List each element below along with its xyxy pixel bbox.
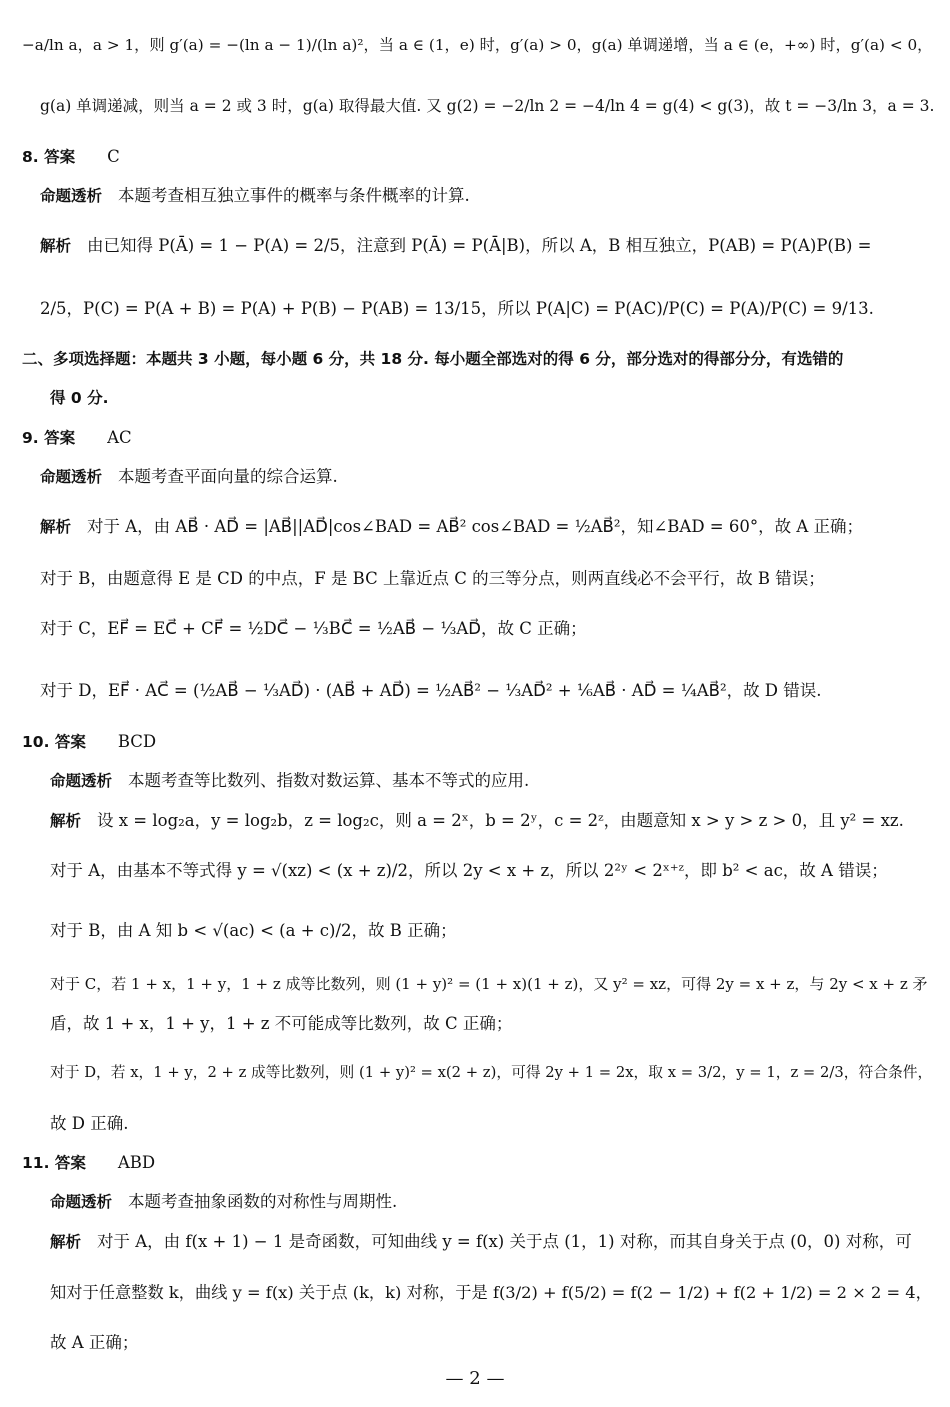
text-line [50, 387, 108, 409]
section-label: 8. 答案 [22, 148, 76, 166]
text-line [40, 185, 470, 207]
text-line [40, 298, 874, 320]
text-line [22, 34, 932, 56]
answer-value: C [107, 147, 120, 166]
line-text: 二、多项选择题：本题共 3 小题，每小题 6 分，共 18 分. 每小题全部选对的得 6 分，部分选对的得部分分，有选错的 [22, 350, 844, 368]
text-line [50, 1191, 397, 1213]
text-line [50, 1332, 138, 1354]
text-line [50, 1013, 512, 1035]
text-line [22, 348, 843, 370]
answer-value: BCD [117, 732, 157, 751]
line-text: 故 A 正确； [50, 1333, 139, 1352]
text-line [40, 618, 587, 640]
text-line [22, 427, 132, 449]
line-text: 本题考查等比数列、指数对数运算、基本不等式的应用. [128, 771, 530, 790]
text-line [50, 810, 904, 832]
line-text: 本题考查抽象函数的对称性与周期性. [128, 1192, 398, 1211]
line-text: −a/ln a，a > 1，则 g′(a) = −(ln a − 1)/(ln a)²，当 a ∈ (1，e) 时，g′(a) > 0，g(a) 单调递增，当 a ∈ (e，+∞) 时，g′(a) < 0， [22, 36, 933, 54]
text-line [40, 680, 822, 702]
section-label: 11. 答案 [22, 1154, 86, 1172]
text-line [40, 235, 872, 257]
text-line [50, 1231, 912, 1253]
line-text: 对于 C，若 1 + x，1 + y，1 + z 成等比数列，则 (1 + y)² = (1 + x)(1 + z)，又 y² = xz，可得 2y = x + z，与 2y < x + z 矛 [50, 975, 928, 993]
section-label: 10. 答案 [22, 733, 86, 751]
line-text: 得 0 分. [50, 389, 109, 407]
text-line [50, 1062, 932, 1084]
line-text: 对于 B，由 A 知 b < √(ac) < (a + c)/2，故 B 正确； [50, 921, 457, 940]
text-line [22, 731, 156, 753]
line-text: 盾，故 1 + x，1 + y，1 + z 不可能成等比数列，故 C 正确； [50, 1014, 513, 1033]
line-text: g(a) 单调递减，则当 a = 2 或 3 时，g(a) 取得最大值. 又 g(2) = −2/ln 2 = −4/ln 4 = g(4) < g(3)，故 t = −3/ln 3，a = 3. [40, 97, 935, 115]
text-line [40, 568, 825, 590]
line-text: 故 D 正确. [50, 1114, 129, 1133]
section-label: 命题透析 [40, 187, 103, 205]
line-text: 对于 D，EF⃗ · AC⃗ = (½AB⃗ − ⅓AD⃗) · (AB⃗ + AD⃗) = ½AB⃗² − ⅓AD⃗² + ⅙AB⃗ · AD⃗ = ¼AB⃗²，故 D 错误. [40, 681, 822, 700]
text-line [22, 146, 120, 168]
line-text: 本题考查平面向量的综合运算. [118, 467, 338, 486]
text-line [40, 95, 934, 117]
text-line [50, 1282, 932, 1304]
text-line [50, 1113, 128, 1135]
line-text: 对于 B，由题意得 E 是 CD 的中点，F 是 BC 上靠近点 C 的三等分点，则两直线必不会平行，故 B 错误； [40, 569, 825, 588]
line-text: 对于 A，由基本不等式得 y = √(xz) < (x + z)/2，所以 2y < x + z，所以 2²ʸ < 2ˣ⁺ᶻ，即 b² < ac，故 A 错误； [50, 861, 888, 880]
line-text: 对于 A，由 AB⃗ · AD⃗ = |AB⃗||AD⃗|cos∠BAD = AB⃗² cos∠BAD = ½AB⃗²，知∠BAD = 60°，故 A 正确； [87, 517, 864, 536]
answer-value: AC [107, 428, 132, 447]
text-line [50, 920, 457, 942]
section-label: 命题透析 [50, 1193, 113, 1211]
line-text: 对于 A，由 f(x + 1) − 1 是奇函数，可知曲线 y = f(x) 关于点 (1，1) 对称，而其自身关于点 (0，0) 对称，可 [97, 1232, 912, 1251]
section-label: 解析 [50, 1233, 82, 1251]
line-text: 由已知得 P(Ā) = 1 − P(A) = 2/5，注意到 P(Ā) = P(Ā|B)，所以 A，B 相互独立，P(AB) = P(A)P(B) = [87, 236, 872, 255]
line-text: 2/5，P(C) = P(A + B) = P(A) + P(B) − P(AB) = 13/15，所以 P(A|C) = P(AC)/P(C) = P(A)/P(C) = 9/13. [40, 299, 874, 318]
section-label: 命题透析 [40, 468, 103, 486]
text-line [50, 860, 888, 882]
section-label: 9. 答案 [22, 429, 76, 447]
page-number: — 2 — [445, 1368, 505, 1389]
answer-value: ABD [117, 1153, 156, 1172]
text-line [50, 973, 928, 995]
text-line [22, 1152, 155, 1174]
line-text: 设 x = log₂a，y = log₂b，z = log₂c，则 a = 2ˣ，b = 2ʸ，c = 2ᶻ，由题意知 x > y > z > 0，且 y² = xz. [97, 811, 904, 830]
text-line [40, 516, 863, 538]
text-line [40, 466, 338, 488]
line-text: 对于 C，EF⃗ = EC⃗ + CF⃗ = ½DC⃗ − ⅓BC⃗ = ½AB⃗ − ⅓AD⃗，故 C 正确； [40, 619, 587, 638]
section-label: 解析 [40, 518, 72, 536]
line-text: 知对于任意整数 k，曲线 y = f(x) 关于点 (k，k) 对称，于是 f(3/2) + f(5/2) = f(2 − 1/2) + f(2 + 1/2) = 2 × 2 = 4， [50, 1283, 932, 1302]
line-text: 对于 D，若 x，1 + y，2 + z 成等比数列，则 (1 + y)² = x(2 + z)，可得 2y + 1 = 2x，取 x = 3/2，y = 1，z = 2/3，符合条件， [50, 1064, 933, 1081]
line-text: 本题考查相互独立事件的概率与条件概率的计算. [118, 186, 470, 205]
section-label: 命题透析 [50, 772, 113, 790]
text-line [50, 770, 529, 792]
section-label: 解析 [50, 812, 82, 830]
section-label: 解析 [40, 237, 72, 255]
